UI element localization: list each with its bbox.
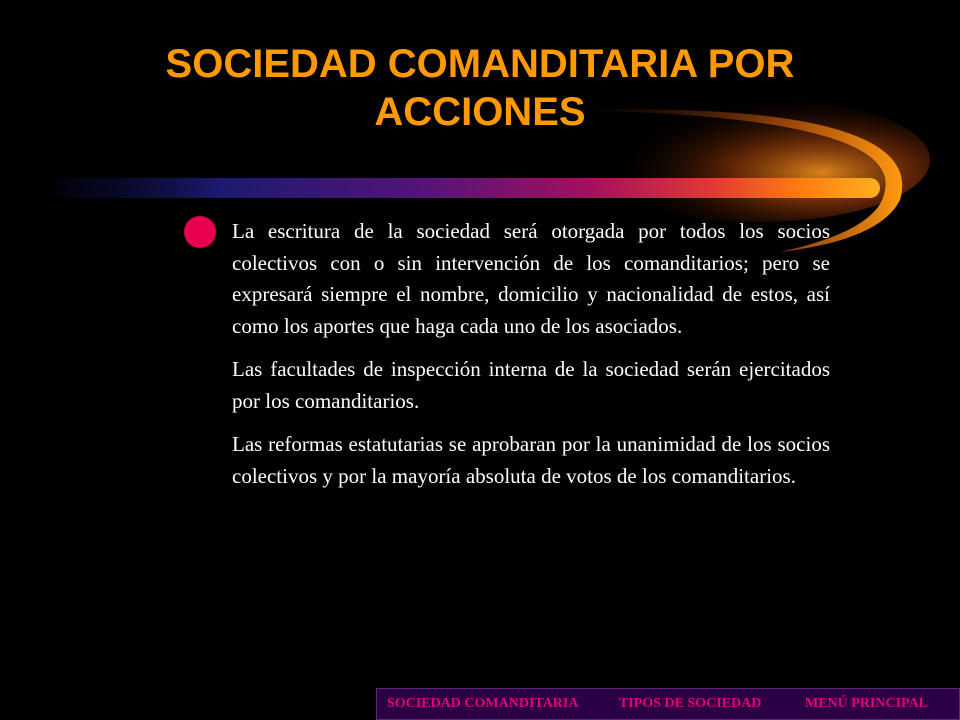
paragraph-3: Las reformas estatutarias se aprobaran por la unanimidad de los socios colectivos y por la mayoría absoluta de votos de los comanditarios.	[232, 432, 830, 488]
paragraph-1: La escritura de la sociedad será otorgada por todos los socios colectivos con o sin intervención de los comanditarios; pero se expresará siempre el nombre, domicilio y nacionalidad de estos, así como los aportes que haga cada uno de los asociados.	[232, 219, 830, 338]
navigation-bar	[376, 688, 960, 720]
nav-link-tipos-de-sociedad[interactable]: TIPOS DE SOCIEDAD	[619, 696, 762, 711]
paragraph-2: Las facultades de inspección interna de la sociedad serán ejercitados por los comanditarios.	[232, 357, 830, 413]
bullet-icon	[184, 216, 216, 248]
slide-body	[232, 216, 830, 504]
nav-link-sociedad-comanditaria[interactable]: SOCIEDAD COMANDITARIA	[387, 696, 579, 711]
nav-link-menu-principal[interactable]: MENÚ PRINCIPAL	[805, 696, 929, 711]
slide-title: SOCIEDAD COMANDITARIA POR ACCIONES	[165, 42, 795, 134]
